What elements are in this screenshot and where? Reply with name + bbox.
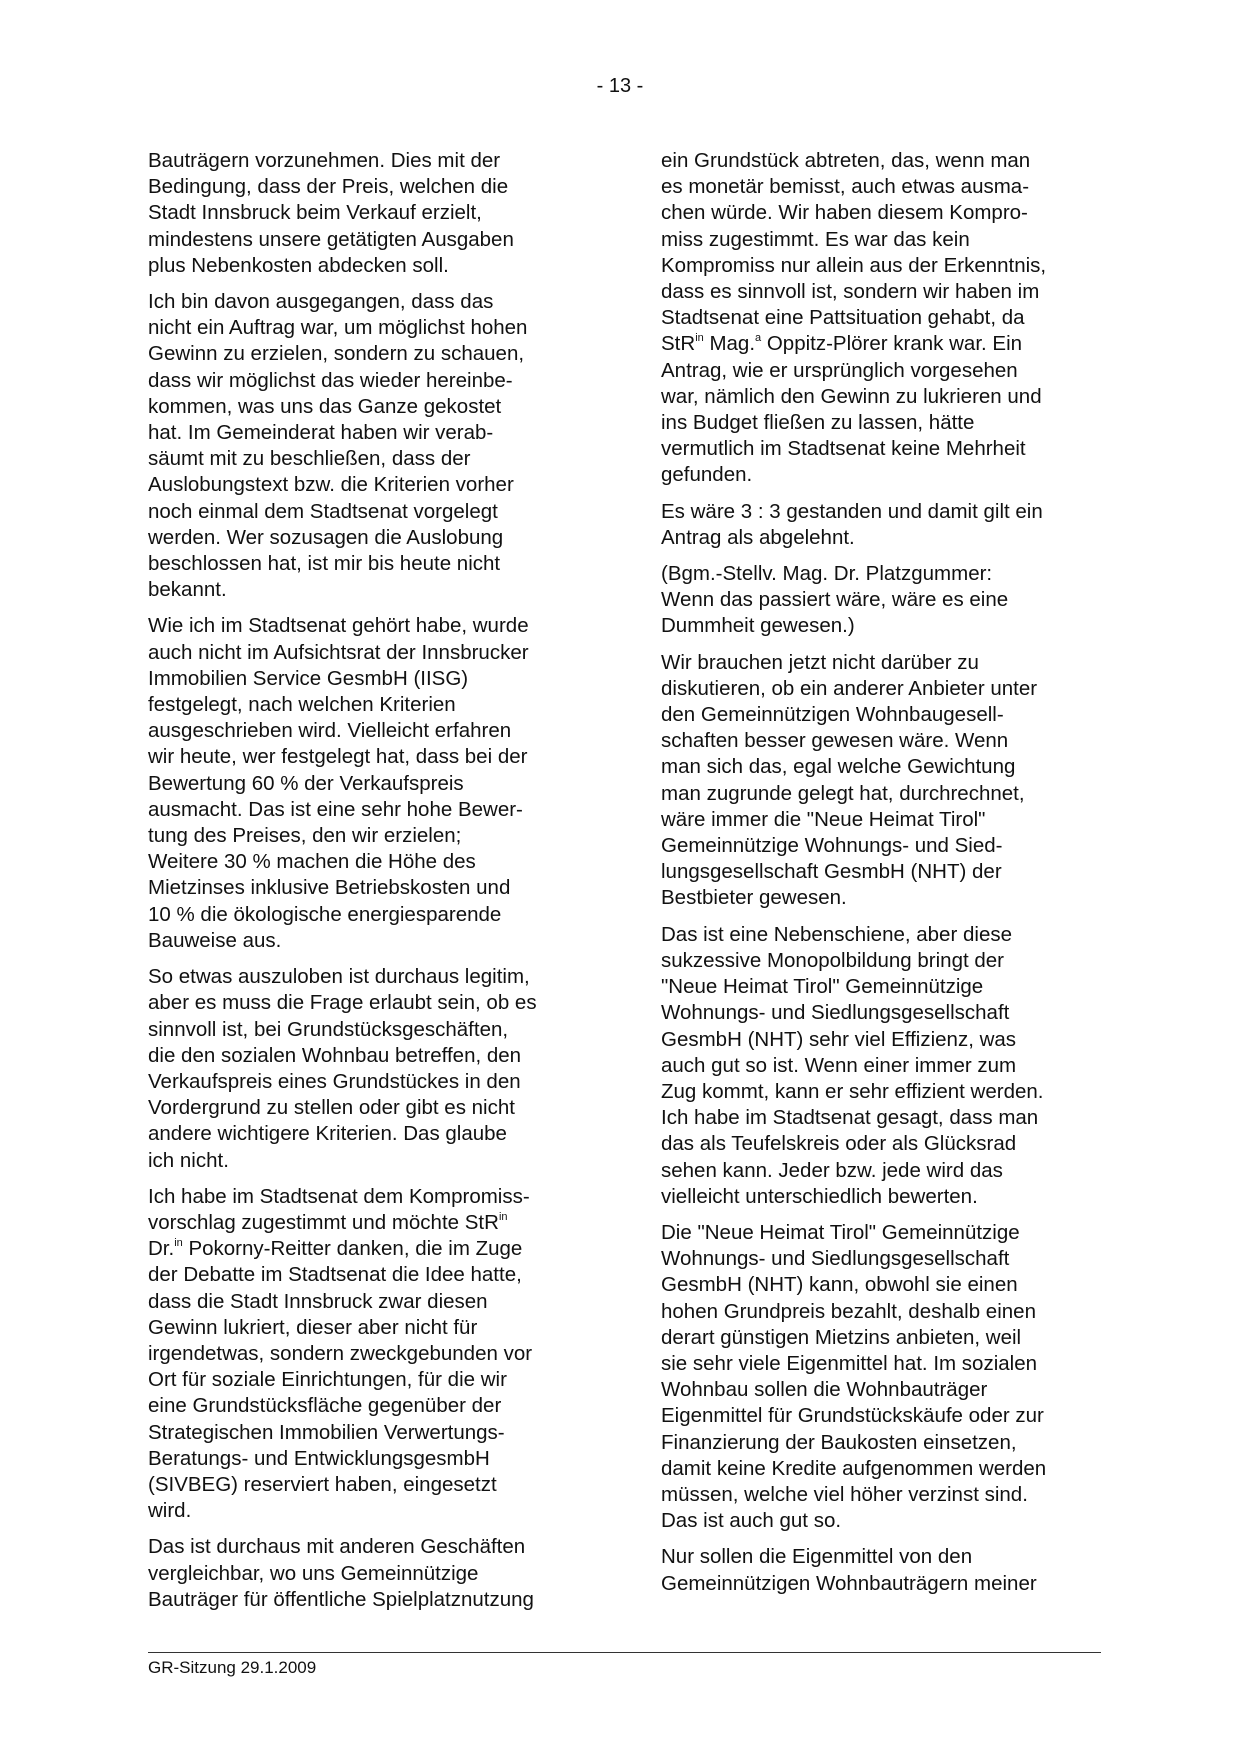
text-line: 10 % die ökologische energiesparende [148,902,502,926]
text-line: vergleichbar, wo uns Gemeinnützige [148,1561,479,1585]
text-line: Gemeinnützigen Wohnbauträgern meiner [661,1571,1037,1595]
text-line: den Gemeinnützigen Wohnbaugesell- [661,703,1004,727]
text-line: derart günstigen Mietzins anbieten, weil [661,1325,1022,1349]
text-line: es monetär bemisst, auch etwas ausma- [661,175,1030,199]
left-column [148,148,600,1623]
text-line: GesmbH (NHT) kann, obwohl sie einen [661,1273,1018,1297]
text-line: plus Nebenkosten abdecken soll. [148,253,449,277]
page-number: - 13 - [596,75,644,97]
text-line: ich nicht. [148,1148,229,1172]
text-line: Ort für soziale Einrichtungen, für die wir [148,1368,507,1392]
text-line: säumt mit zu beschließen, dass der [148,447,471,471]
text-line: damit keine Kredite aufgenommen werden [661,1456,1047,1480]
text-line: Das ist eine Nebenschiene, aber diese [661,922,1012,946]
text-line: Ich habe im Stadtsenat gesagt, dass man [661,1106,1039,1130]
text-line: Gewinn lukriert, dieser aber nicht für [148,1315,478,1339]
text-line: hohen Grundpreis bezahlt, deshalb einen [661,1299,1036,1323]
superscript: in [174,1237,183,1250]
text-line: Eigenmittel für Grundstückskäufe oder zur [661,1404,1044,1428]
text-line: So etwas auszuloben ist durchaus legitim, [148,965,530,989]
text-segment: Dr. [148,1237,175,1261]
text-line: Auslobungstext bzw. die Kriterien vorher [148,473,514,497]
text-line [148,1210,600,1236]
paragraph [148,1184,600,1525]
text-line: Bedingung, dass der Preis, welchen die [148,175,509,199]
text-line: dass es sinnvoll ist, sondern wir haben im [661,280,1040,304]
text-line: man sich das, egal welche Gewichtung [661,755,1016,779]
text-line: werden. Wer sozusagen die Auslobung [148,525,504,549]
text-line: auch gut so ist. Wenn einer immer zum [661,1053,1017,1077]
text-line: miss zugestimmt. Es war das kein [661,227,970,251]
text-line: Nur sollen die Eigenmittel von den [661,1545,973,1569]
text-line: (Bgm.-Stellv. Mag. Dr. Platzgummer: [661,562,993,586]
text-line: Zug kommt, kann er sehr effizient werden. [661,1079,1044,1103]
footer-session-date: GR-Sitzung 29.1.2009 [148,1658,317,1677]
paragraph [661,499,1101,551]
text-line: kommen, was uns das Ganze gekostet [148,394,502,418]
paragraph [661,922,1101,1210]
text-line: Wir brauchen jetzt nicht darüber zu [661,650,979,674]
text-line: Ich bin davon ausgegangen, dass das [148,290,494,314]
paragraph [148,289,600,603]
text-line [148,1236,600,1262]
text-line: GesmbH (NHT) sehr viel Effizienz, was [661,1027,1017,1051]
text-line: Mietzinses inklusive Betriebskosten und [148,876,511,900]
text-line: schaften besser gewesen wäre. Wenn [661,729,1009,753]
text-line: Bauträgern vorzunehmen. Dies mit der [148,149,501,172]
text-line: dass die Stadt Innsbruck zwar diesen [148,1289,488,1313]
paragraph [661,148,1101,489]
text-line: irgendetwas, sondern zweckgebunden vor [148,1341,533,1365]
text-line: Die "Neue Heimat Tirol" Gemeinnützige [661,1220,1020,1244]
text-line: dass wir möglichst das wieder hereinbe- [148,368,513,392]
text-line: Es wäre 3 : 3 gestanden und damit gilt ein [661,499,1043,523]
text-line: Bauträger für öffentliche Spielplatznutzung [148,1587,534,1611]
text-line: Wohnungs- und Siedlungsgesellschaft [661,1001,1010,1025]
paragraph [661,561,1101,640]
text-line: sehen kann. Jeder bzw. jede wird das [661,1158,1003,1182]
right-column [661,148,1101,1607]
text-segment: vorschlag zugestimmt und möchte StR [148,1210,499,1234]
text-line: eine Grundstücksfläche gegenüber der [148,1394,502,1418]
text-line: Dummheit gewesen.) [661,614,855,638]
text-line: sinnvoll ist, bei Grundstücksgeschäften, [148,1017,509,1041]
text-line: vermutlich im Stadtsenat keine Mehrheit [661,437,1026,461]
text-line: war, nämlich den Gewinn zu lukrieren und [661,384,1042,408]
text-line: Kompromiss nur allein aus der Erkenntnis, [661,253,1047,277]
text-line: Strategischen Immobilien Verwertungs- [148,1420,505,1444]
text-line: tung des Preises, den wir erzielen; [148,824,462,848]
text-line: "Neue Heimat Tirol" Gemeinnützige [661,975,984,999]
text-line: festgelegt, nach welchen Kriterien [148,693,456,717]
text-line: Antrag als abgelehnt. [661,525,855,549]
superscript: a [755,332,762,345]
text-line: ausgeschrieben wird. Vielleicht erfahren [148,719,512,743]
text-line: lungsgesellschaft GesmbH (NHT) der [661,860,1002,884]
text-segment: Oppitz-Plörer krank war. Ein [761,332,1023,356]
text-line: wäre immer die "Neue Heimat Tirol" [661,807,986,831]
paragraph [148,613,600,954]
text-line: man zugrunde gelegt hat, durchrechnet, [661,781,1025,805]
text-line: Antrag, wie er ursprünglich vorgesehen [661,358,1018,382]
text-line: Gewinn zu erzielen, sondern zu schauen, [148,342,525,366]
text-line: das als Teufelskreis oder als Glücksrad [661,1132,1017,1156]
paragraph [661,650,1101,912]
text-line: mindestens unsere getätigten Ausgaben [148,227,514,251]
footer-divider [148,1652,1101,1653]
superscript: in [695,332,704,345]
text-line: Weitere 30 % machen die Höhe des [148,850,476,874]
text-line: Beratungs- und EntwicklungsgesmbH [148,1446,490,1470]
text-line: sie sehr viele Eigenmittel hat. Im sozialen [661,1351,1038,1375]
text-line: nicht ein Auftrag war, um möglichst hohen [148,316,528,340]
text-line: die den sozialen Wohnbau betreffen, den [148,1043,522,1067]
text-line: Bewertung 60 % der Verkaufspreis [148,771,464,795]
text-line: (SIVBEG) reserviert haben, eingesetzt [148,1472,497,1496]
paragraph [148,148,600,279]
text-line: Stadt Innsbruck beim Verkauf erzielt, [148,201,482,225]
text-line: chen würde. Wir haben diesem Kompro- [661,201,1028,225]
text-line: müssen, welche viel höher verzinst sind. [661,1482,1028,1506]
text-line: Stadtsenat eine Pattsituation gehabt, da [661,306,1025,330]
text-segment: Mag. [703,332,756,356]
text-line: Wie ich im Stadtsenat gehört habe, wurde [148,614,529,638]
text-line: noch einmal dem Stadtsenat vorgelegt [148,499,498,523]
text-line: bekannt. [148,578,227,602]
paragraph [661,1220,1101,1534]
text-line: Wenn das passiert wäre, wäre es eine [661,588,1009,612]
text-line: Das ist auch gut so. [661,1509,842,1533]
text-line: hat. Im Gemeinderat haben wir verab- [148,421,494,445]
text-line: auch nicht im Aufsichtsrat der Innsbrucker [148,640,529,664]
text-line: wird. [148,1499,192,1523]
text-line: Vordergrund zu stellen oder gibt es nicht [148,1096,515,1120]
text-line: der Debatte im Stadtsenat die Idee hatte, [148,1263,522,1287]
text-line: Ich habe im Stadtsenat dem Kompromiss- [148,1184,530,1208]
text-line: gefunden. [661,463,753,487]
text-line: ins Budget fließen zu lassen, hätte [661,411,975,435]
text-line: Wohnungs- und Siedlungsgesellschaft [661,1247,1010,1271]
text-segment: Pokorny-Reitter danken, die im Zuge [182,1237,523,1261]
text-line: Das ist durchaus mit anderen Geschäften [148,1535,526,1559]
text-line: Verkaufspreis eines Grundstückes in den [148,1069,521,1093]
superscript: in [498,1210,508,1223]
text-line: Finanzierung der Baukosten einsetzen, [661,1430,1017,1454]
text-line: diskutieren, ob ein anderer Anbieter unter [661,676,1038,700]
text-line: ausmacht. Das ist eine sehr hohe Bewer- [148,797,523,821]
text-line: beschlossen hat, ist mir bis heute nicht [148,552,501,576]
text-line: sukzessive Monopolbildung bringt der [661,948,1005,972]
text-line: Bestbieter gewesen. [661,886,847,910]
text-segment: StR [661,332,696,356]
paragraph [148,964,600,1174]
paragraph [661,1544,1101,1596]
text-line: aber es muss die Frage erlaubt sein, ob es [148,991,537,1015]
text-line: wir heute, wer festgelegt hat, dass bei der [148,745,528,769]
text-line: Wohnbau sollen die Wohnbauträger [661,1378,988,1402]
text-line: ein Grundstück abtreten, das, wenn man [661,149,1031,172]
text-line: andere wichtigere Kriterien. Das glaube [148,1122,507,1146]
text-line: Immobilien Service GesmbH (IISG) [148,666,469,690]
text-line: vielleicht unterschiedlich bewerten. [661,1184,978,1208]
text-line: Bauweise aus. [148,928,282,952]
text-line: Gemeinnützige Wohnungs- und Sied- [661,834,1003,858]
text-line [661,331,1101,357]
paragraph [148,1534,600,1613]
